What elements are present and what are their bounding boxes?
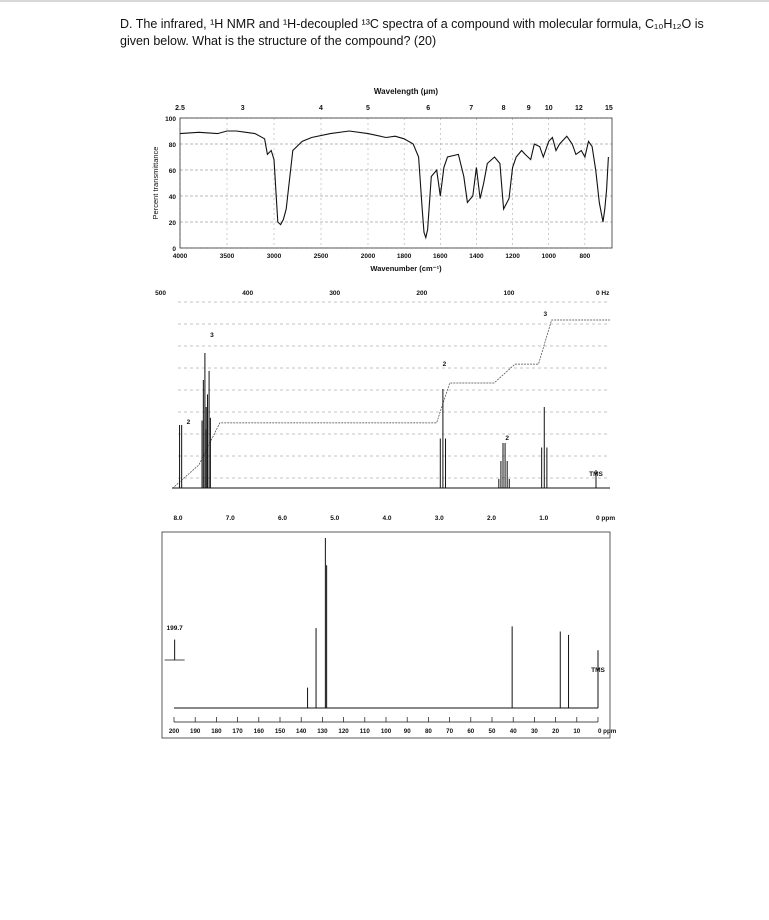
h1-top-tick-label: 100 [503,290,515,297]
ir-x-tick-label: 800 [579,253,591,260]
c13-nmr-chart [162,532,617,738]
ir-top-tick-label: 6 [426,105,431,112]
c13-frame [162,532,610,738]
ir-y-tick-label: 0 [172,246,176,253]
ir-x-axis-label: Wavenumber (cm⁻¹) [370,264,442,273]
c13-x-tick-label: 100 [380,728,392,735]
ir-x-tick-label: 1200 [505,253,520,260]
ir-top-tick-label: 3 [240,105,245,112]
question-text: D. The infrared, ¹H NMR and ¹H-decoupled ¹³C spectra of a compound with molecular formula, C₁₀H₁₂O is given below. What is the structure of the compound? (20) [120,17,704,48]
c13-x-tick-label: 140 [296,728,307,735]
c13-x-tick-label: 90 [403,728,411,735]
h1-x-tick-label: 7.0 [225,515,235,522]
h1-peak-label: 2 [505,435,509,442]
ir-frame [180,118,612,248]
ir-y-axis-label: Percent transmittance [151,146,160,220]
ir-x-tick-label: 2500 [313,253,329,260]
c13-x-tick-label: 30 [530,728,538,735]
ir-top-tick-label: 8 [501,105,506,112]
ir-x-tick-label: 3500 [219,253,235,260]
h1-top-tick-label: 500 [155,290,167,297]
c13-x-tick-label: 20 [552,728,560,735]
ir-top-tick-label: 15 [605,105,613,112]
h1-top-tick-label: 400 [242,290,254,297]
ir-y-tick-label: 100 [165,116,176,123]
c13-x-tick-label: 190 [190,728,201,735]
ir-top-tick-label: 5 [366,105,370,112]
h1-x-tick-label: 6.0 [277,515,288,522]
c13-x-tick-label: 200 [168,728,180,735]
ir-y-tick-label: 80 [168,142,176,149]
ir-top-tick-label: 2.5 [175,105,185,112]
h1-peak-label: 3 [543,311,548,318]
h1-x-tick-label: 1.0 [539,515,549,522]
c13-x-tick-label: 40 [509,728,517,735]
ir-x-tick-label: 3000 [266,253,282,260]
ir-chart [151,87,613,273]
ir-x-tick-label: 1400 [469,253,484,260]
c13-x-tick-label: 80 [424,728,432,735]
h1-x-tick-label: 2.0 [486,515,497,522]
c13-x-tick-label: 130 [317,728,328,735]
ir-x-tick-label: 1000 [541,253,556,260]
h1-nmr-chart [155,290,615,522]
c13-x-tick-label: 110 [359,728,370,735]
c13-peak-annotation: 199.7 [166,625,183,632]
c13-x-tick-label: 10 [573,728,581,735]
h1-x-tick-label: 0 ppm [596,515,616,522]
h1-top-tick-label: 0 Hz [596,290,610,297]
ir-x-tick-label: 4000 [172,253,188,260]
c13-tms-label: TMS [591,667,605,674]
ir-y-tick-label: 20 [168,220,176,227]
h1-tms-label: TMS [589,471,603,478]
c13-x-tick-label: 150 [274,728,286,735]
ir-y-tick-label: 60 [168,168,176,175]
c13-x-tick-label: 180 [211,728,222,735]
h1-peak-label: 2 [442,361,447,368]
h1-top-tick-label: 200 [416,290,428,297]
c13-x-tick-label: 160 [253,728,264,735]
ir-top-tick-label: 7 [469,105,474,112]
c13-x-tick-label: 70 [446,728,454,735]
ir-x-tick-label: 1600 [433,253,448,260]
ir-top-tick-label: 4 [319,105,323,112]
h1-x-tick-label: 5.0 [330,515,340,522]
h1-peak-label: 3 [210,332,214,339]
ir-y-tick-label: 40 [168,194,176,201]
ir-x-tick-label: 2000 [360,253,376,260]
c13-x-tick-label: 120 [338,728,349,735]
ir-trace [180,131,608,238]
c13-x-tick-label: 60 [467,728,475,735]
ir-top-tick-label: 10 [544,105,553,112]
ir-top-tick-label: 9 [526,105,531,112]
c13-x-tick-label: 0 ppm [598,728,617,735]
ir-top-tick-label: 12 [575,105,583,112]
c13-x-tick-label: 170 [232,728,243,735]
h1-x-tick-label: 4.0 [382,515,392,522]
ir-title: Wavelength (μm) [373,87,439,96]
h1-peak-label: 2 [186,419,191,426]
h1-x-tick-label: 8.0 [173,515,183,522]
ir-x-tick-label: 1800 [396,253,412,260]
h1-x-tick-label: 3.0 [434,515,444,522]
c13-x-tick-label: 50 [488,728,496,735]
h1-top-tick-label: 300 [329,290,341,297]
